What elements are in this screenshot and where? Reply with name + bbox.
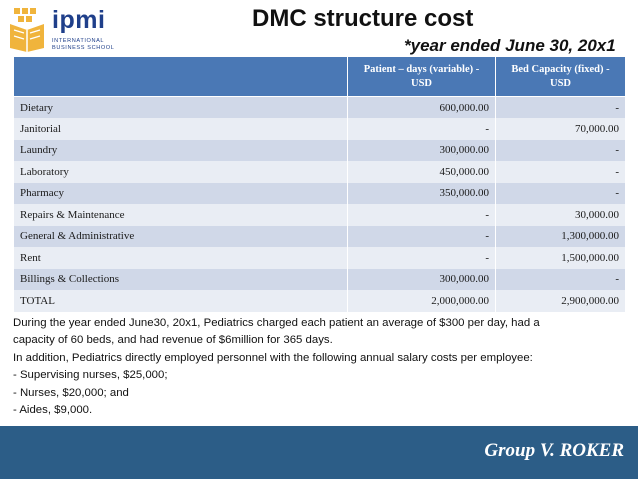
table-row	[14, 226, 626, 248]
case-description	[13, 315, 625, 419]
row-label: Repairs & Maintenance	[14, 204, 348, 226]
logo-wordmark: ipmi	[52, 6, 106, 34]
header-cell-variable: Patient – days (variable) - USD	[348, 57, 496, 97]
fixed-cost-cell: 70,000.00	[496, 118, 626, 140]
description-line: In addition, Pediatrics directly employed personnel with the following annual salary costs per employee:	[13, 351, 533, 364]
fixed-cost-cell: 1,500,000.00	[496, 247, 626, 269]
footer-author: Group V. ROKER	[484, 440, 624, 461]
variable-cost-cell: 350,000.00	[348, 183, 496, 205]
row-label: Dietary	[14, 97, 348, 119]
variable-cost-cell: -	[348, 247, 496, 269]
row-label: TOTAL	[14, 290, 348, 312]
page-subtitle: *year ended June 30, 20x1	[404, 36, 616, 55]
description-line: - Nurses, $20,000; and	[13, 386, 129, 399]
ipmi-logo	[6, 4, 124, 58]
fixed-cost-cell: -	[496, 140, 626, 162]
variable-cost-cell: 600,000.00	[348, 97, 496, 119]
description-line: - Supervising nurses, $25,000;	[13, 369, 168, 382]
description-line: During the year ended June30, 20x1, Pediatrics charged each patient an average of $300 per day, had a	[13, 317, 540, 329]
row-label: Janitorial	[14, 118, 348, 140]
fixed-cost-cell: 1,300,000.00	[496, 226, 626, 248]
table-row	[14, 247, 626, 269]
variable-cost-cell: 450,000.00	[348, 161, 496, 183]
variable-cost-cell: -	[348, 204, 496, 226]
table-total-row	[14, 290, 626, 312]
table-row	[14, 118, 626, 140]
table-row	[14, 269, 626, 291]
header-cell-fixed: Bed Capacity (fixed) - USD	[496, 57, 626, 97]
row-label: Laundry	[14, 140, 348, 162]
cost-structure-table	[13, 56, 626, 312]
variable-cost-cell: -	[348, 118, 496, 140]
logo-subtitle: INTERNATIONAL BUSINESS SCHOOL	[52, 38, 115, 51]
fixed-cost-total: 2,900,000.00	[496, 290, 626, 312]
table-row	[14, 161, 626, 183]
row-label: Rent	[14, 247, 348, 269]
table-row	[14, 140, 626, 162]
fixed-cost-cell: -	[496, 183, 626, 205]
fixed-cost-cell: 30,000.00	[496, 204, 626, 226]
header-cell-label	[14, 57, 348, 97]
row-label: Pharmacy	[14, 183, 348, 205]
table-row	[14, 97, 626, 119]
row-label: General & Administrative	[14, 226, 348, 248]
fixed-cost-cell: -	[496, 161, 626, 183]
fixed-cost-cell: -	[496, 97, 626, 119]
open-book-icon	[8, 6, 46, 52]
variable-cost-cell: 300,000.00	[348, 140, 496, 162]
variable-cost-total: 2,000,000.00	[348, 290, 496, 312]
footer-bar	[0, 426, 638, 479]
table-header-row	[14, 57, 626, 97]
variable-cost-cell: -	[348, 226, 496, 248]
description-line: - Aides, $9,000.	[13, 404, 93, 417]
table-row	[14, 183, 626, 205]
variable-cost-cell: 300,000.00	[348, 269, 496, 291]
fixed-cost-cell: -	[496, 269, 626, 291]
description-line: capacity of 60 beds, and had revenue of $6million for 365 days.	[13, 334, 333, 347]
table-row	[14, 204, 626, 226]
row-label: Billings & Collections	[14, 269, 348, 291]
row-label: Laboratory	[14, 161, 348, 183]
page-title: DMC structure cost	[252, 5, 474, 32]
